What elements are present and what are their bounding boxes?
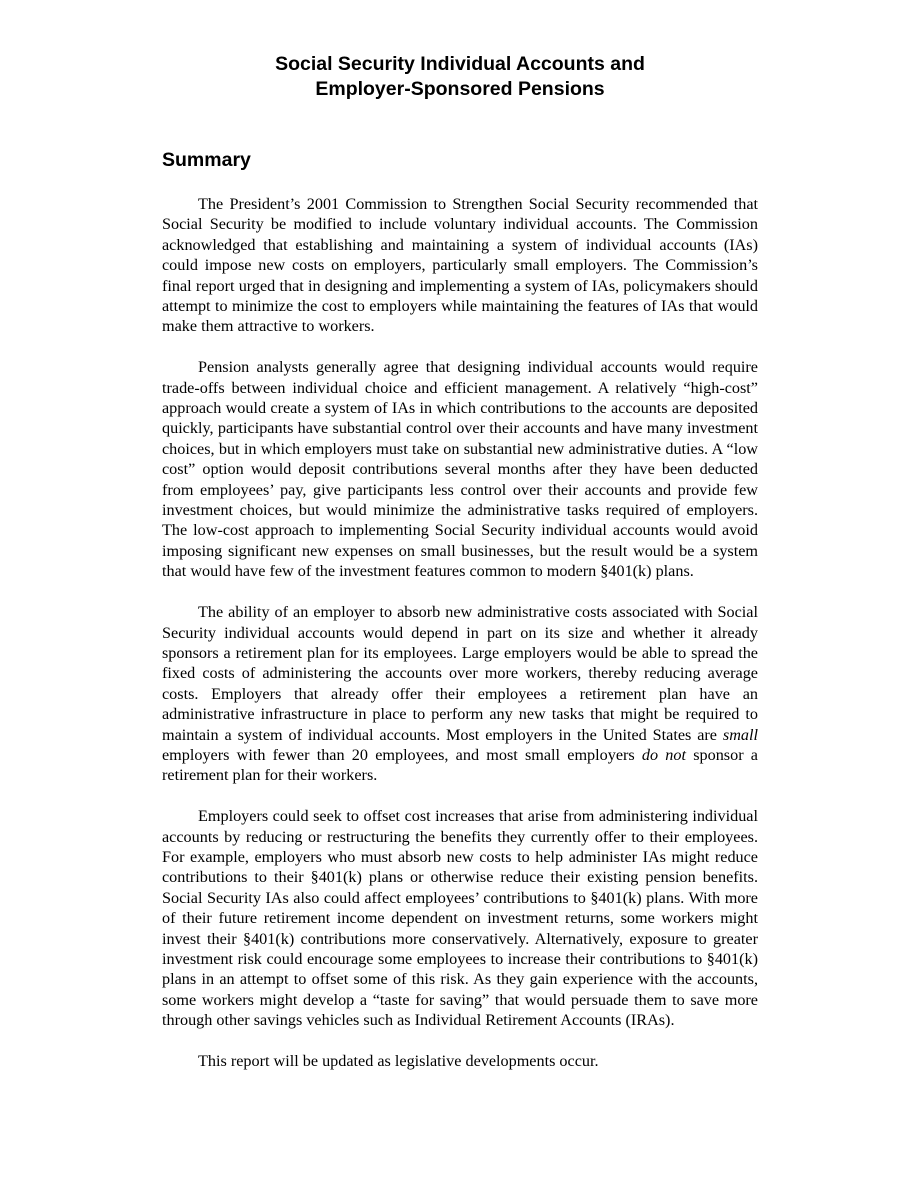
- paragraph-5: This report will be updated as legislative developments occur.: [198, 1052, 599, 1070]
- summary-heading: Summary: [162, 149, 251, 171]
- paragraph-3-text-c: sponsor a retirement plan for their workers.: [162, 745, 758, 785]
- document-page: [162, 52, 758, 1070]
- paragraph-4: Employers could seek to offset cost increases that arise from administering individual accounts by reducing or restructuring the benefits they currently offer to their employees. For example, employers who must absorb new costs to help administer IAs might reduce contributions to their §401(k) plans or otherwise reduce their existing pension benefits. Social Security IAs also could affect employees’ contributions to §401(k) plans. With more of their future retirement income dependent on investment returns, some workers might invest their §401(k) contributions more conservatively. Alternatively, exposure to greater investment risk could encourage some employees to increase their contributions to §401(k) plans in an attempt to offset some of this risk. As they gain experience with the accounts, some workers might develop a “taste for saving” that would persuade them to save more through other savings vehicles such as Individual Retirement Accounts (IRAs).: [162, 807, 758, 1030]
- paragraph-3-text-a: The ability of an employer to absorb new administrative costs associated with Social Security individual accounts would depend in part on its size and whether it already sponsors a retirement plan for its employees. Large employers would be able to spread the fixed costs of administering the accounts over more workers, thereby reducing average costs. Employers that already offer their employees a retirement plan have an administrative infrastructure in place to perform any new tasks that might be required to maintain a system of individual accounts. Most employers in the United States are: [162, 603, 758, 744]
- title-line-1: Social Security Individual Accounts and: [275, 53, 645, 75]
- paragraph-3: [162, 602, 758, 786]
- paragraph-3-text-b: employers with fewer than 20 employees, and most small employers: [162, 745, 642, 764]
- title-line-2: Employer-Sponsored Pensions: [315, 78, 605, 100]
- paragraph-3-emphasis-do-not: do not: [641, 745, 686, 764]
- document-title: [162, 52, 758, 102]
- paragraph-2: Pension analysts generally agree that designing individual accounts would require trade-offs between individual choice and efficient management. A relatively “high-cost” approach would create a system of IAs in which contributions to the accounts are deposited quickly, participants have substantial control over their accounts and have many investment choices, but in which employers must take on substantial new administrative duties. A “low cost” option would deposit contributions several months after they have been deducted from employees’ pay, give participants less control over their accounts and provide few investment choices, but would minimize the administrative tasks required of employers. The low-cost approach to implementing Social Security individual accounts would avoid imposing significant new expenses on small businesses, but the result would be a system that would have few of the investment features common to modern §401(k) plans.: [162, 358, 758, 581]
- summary-body: [162, 194, 758, 1092]
- paragraph-3-emphasis-small: small: [722, 725, 758, 744]
- paragraph-1: The President’s 2001 Commission to Strengthen Social Security recommended that Social Security be modified to include voluntary individual accounts. The Commission acknowledged that establishing and maintaining a system of individual accounts (IAs) could impose new costs on employers, particularly small employers. The Commission’s final report urged that in designing and implementing a system of IAs, policymakers should attempt to minimize the cost to employers while maintaining the features of IAs that would make them attractive to workers.: [162, 195, 758, 336]
